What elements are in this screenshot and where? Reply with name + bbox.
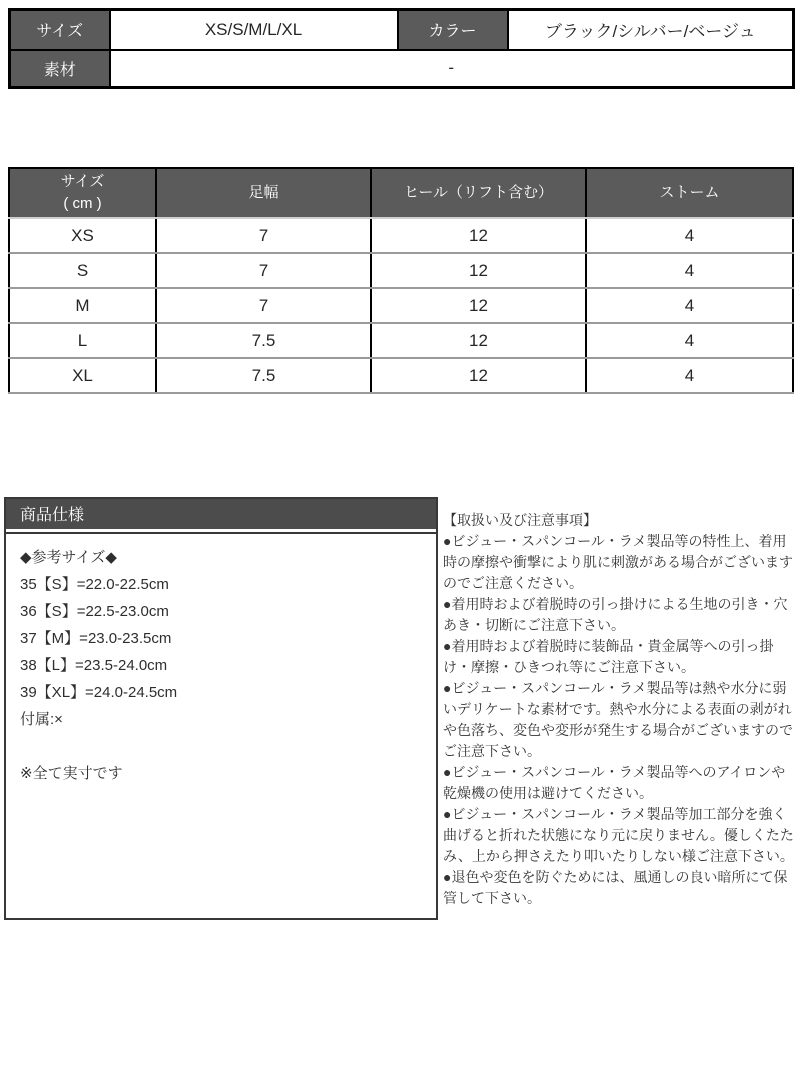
foot-width-cell: 7	[156, 253, 371, 288]
size-chart-row	[9, 253, 793, 288]
foot-width-cell: 7.5	[156, 358, 371, 393]
info-row-size-color	[10, 10, 794, 50]
spec-line-reference-size-heading: ◆参考サイズ◆	[20, 549, 117, 566]
product-spec-content	[6, 534, 436, 797]
handling-notes-title: 【取扱い及び注意事項】	[443, 512, 597, 528]
handling-notes	[443, 510, 798, 909]
foot-width-cell: 7.5	[156, 323, 371, 358]
header-size-line2: ( cm )	[63, 195, 102, 212]
color-value-cell: ブラック/シルバー/ベージュ	[508, 10, 794, 50]
header-foot-width: 足幅	[156, 168, 371, 218]
spec-line-actual-measurement-note: ※全て実寸です	[20, 765, 123, 782]
size-chart-header-row	[9, 168, 793, 218]
spec-line-size-39: 39【XL】=24.0-24.5cm	[20, 684, 178, 701]
heel-cell: 12	[371, 253, 586, 288]
product-spec-title-bar: 商品仕様	[6, 499, 436, 532]
size-label-cell: サイズ	[10, 10, 110, 50]
storm-cell: 4	[586, 218, 793, 253]
size-chart-row	[9, 288, 793, 323]
product-spec-box	[4, 497, 438, 920]
spec-line-accessories: 付属:×	[20, 711, 63, 728]
header-size-line1: サイズ	[60, 173, 105, 191]
size-chart-row	[9, 358, 793, 393]
spec-line-size-36: 36【S】=22.5-23.0cm	[20, 603, 169, 620]
spec-line-size-38: 38【L】=23.5-24.0cm	[20, 657, 168, 674]
heel-cell: 12	[371, 218, 586, 253]
handling-note-item: ●着用時および着脱時に装飾品・貴金属等への引っ掛け・摩擦・ひきつれ等にご注意下さい。	[443, 638, 774, 675]
handling-note-item: ●ビジュー・スパンコール・ラメ製品等へのアイロンや乾燥機の使用は避けてください。	[443, 764, 786, 801]
size-cell: M	[9, 288, 156, 323]
handling-note-item: ●退色や変色を防ぐためには、風通しの良い暗所にて保管して下さい。	[443, 869, 788, 906]
spec-line-size-35: 35【S】=22.0-22.5cm	[20, 576, 169, 593]
size-cell: L	[9, 323, 156, 358]
size-value-cell: XS/S/M/L/XL	[110, 10, 398, 50]
size-chart-row	[9, 323, 793, 358]
foot-width-cell: 7	[156, 218, 371, 253]
color-label-cell: カラー	[398, 10, 508, 50]
product-info-table	[8, 8, 795, 89]
header-storm: ストーム	[586, 168, 793, 218]
size-chart-table	[8, 167, 794, 394]
handling-note-item: ●ビジュー・スパンコール・ラメ製品等加工部分を強く曲げると折れた状態になり元に戻りません。優しくたたみ、上から押さえたり叩いたりしない様ご注意下さい。	[443, 806, 794, 864]
handling-note-item: ●ビジュー・スパンコール・ラメ製品等の特性上、着用時の摩擦や衝撃により肌に刺激がある場合がございますのでご注意ください。	[443, 533, 793, 591]
spec-line-size-37: 37【M】=23.0-23.5cm	[20, 630, 172, 647]
storm-cell: 4	[586, 253, 793, 288]
handling-note-item: ●ビジュー・スパンコール・ラメ製品等は熱や水分に弱いデリケートな素材です。熱や水分による表面の剥がれや色落ち、変色や変形が発生する場合がございますのでご注意下さい。	[443, 680, 793, 759]
size-cell: XS	[9, 218, 156, 253]
storm-cell: 4	[586, 358, 793, 393]
storm-cell: 4	[586, 288, 793, 323]
spec-line-blank	[20, 733, 422, 760]
size-cell: XL	[9, 358, 156, 393]
material-label-cell: 素材	[10, 50, 110, 88]
heel-cell: 12	[371, 358, 586, 393]
heel-cell: 12	[371, 323, 586, 358]
foot-width-cell: 7	[156, 288, 371, 323]
storm-cell: 4	[586, 323, 793, 358]
size-cell: S	[9, 253, 156, 288]
material-value-cell: -	[110, 50, 794, 88]
header-size-cm	[9, 168, 156, 218]
info-row-material	[10, 50, 794, 88]
size-chart-row	[9, 218, 793, 253]
heel-cell: 12	[371, 288, 586, 323]
header-heel: ヒール（リフト含む）	[371, 168, 586, 218]
handling-note-item: ●着用時および着脱時の引っ掛けによる生地の引き・穴あき・切断にご注意下さい。	[443, 596, 788, 633]
